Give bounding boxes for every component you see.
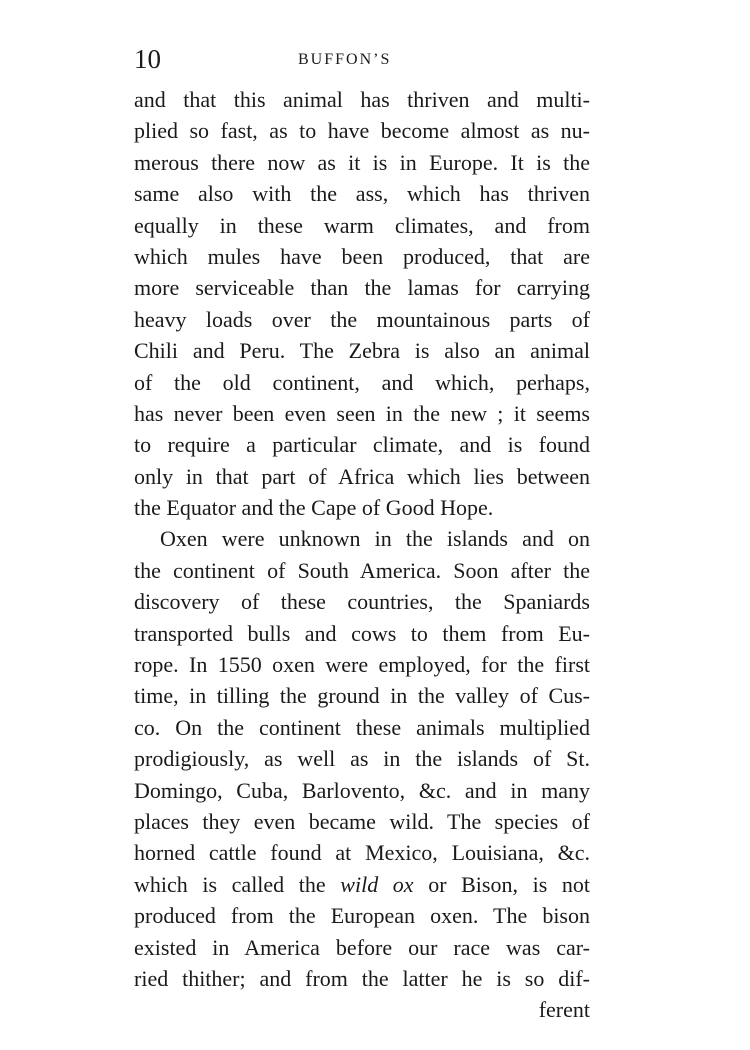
catchword: ferent xyxy=(538,997,590,1023)
text-line: existed in America before our race was car- xyxy=(134,934,590,960)
page-header xyxy=(134,42,594,82)
text-line: has never been even seen in the new ; it seems xyxy=(134,400,590,426)
text-line: time, in tilling the ground in the valley of Cus- xyxy=(134,683,590,709)
text-line: merous there now as it is in Europe. It is the xyxy=(134,149,590,175)
text-line: ried thither; and from the latter he is so dif- xyxy=(134,965,590,991)
text-line: discovery of these countries, the Spaniards xyxy=(134,589,590,615)
text-line: which mules have been produced, that are xyxy=(134,243,590,269)
text-line-with-italic xyxy=(134,869,590,900)
text-line: equally in these warm climates, and from xyxy=(134,212,590,238)
text-line: same also with the ass, which has thriven xyxy=(134,181,590,207)
paragraph-end-line: the Equator and the Cape of Good Hope. xyxy=(134,495,494,521)
italic-term: wild ox xyxy=(340,871,414,897)
paragraph-start-line: Oxen were unknown in the islands and on xyxy=(160,526,590,552)
text-line: heavy loads over the mountainous parts of xyxy=(134,306,590,332)
text-line: co. On the continent these animals multiplied xyxy=(134,714,590,740)
text-line: only in that part of Africa which lies between xyxy=(134,463,590,489)
text-segment: or Bison, is not xyxy=(413,871,590,897)
text-line: horned cattle found at Mexico, Louisiana, &c. xyxy=(134,840,590,866)
text-line: Chili and Peru. The Zebra is also an animal xyxy=(134,338,590,364)
text-line: produced from the European oxen. The bison xyxy=(134,903,590,929)
text-segment: which is called the xyxy=(134,871,341,897)
text-line: and that this animal has thriven and multi- xyxy=(134,87,590,112)
text-line: Domingo, Cuba, Barlovento, &c. and in many xyxy=(134,777,590,803)
text-line: places they even became wild. The species of xyxy=(134,808,590,834)
text-line: transported bulls and cows to them from Eu- xyxy=(134,620,590,646)
text-line: of the old continent, and which, perhaps, xyxy=(134,369,590,395)
text-line: rope. In 1550 oxen were employed, for the first xyxy=(134,652,590,678)
running-head: BUFFON’S xyxy=(298,51,392,68)
page-number: 10 xyxy=(134,44,161,74)
text-line: prodigiously, as well as in the islands of St. xyxy=(134,746,590,772)
text-line: more serviceable than the lamas for carrying xyxy=(134,275,590,301)
body-text xyxy=(134,84,590,1026)
text-line: plied so fast, as to have become almost as nu- xyxy=(134,118,590,144)
text-line: to require a particular climate, and is found xyxy=(134,432,590,458)
text-line: the continent of South America. Soon after the xyxy=(134,557,590,583)
